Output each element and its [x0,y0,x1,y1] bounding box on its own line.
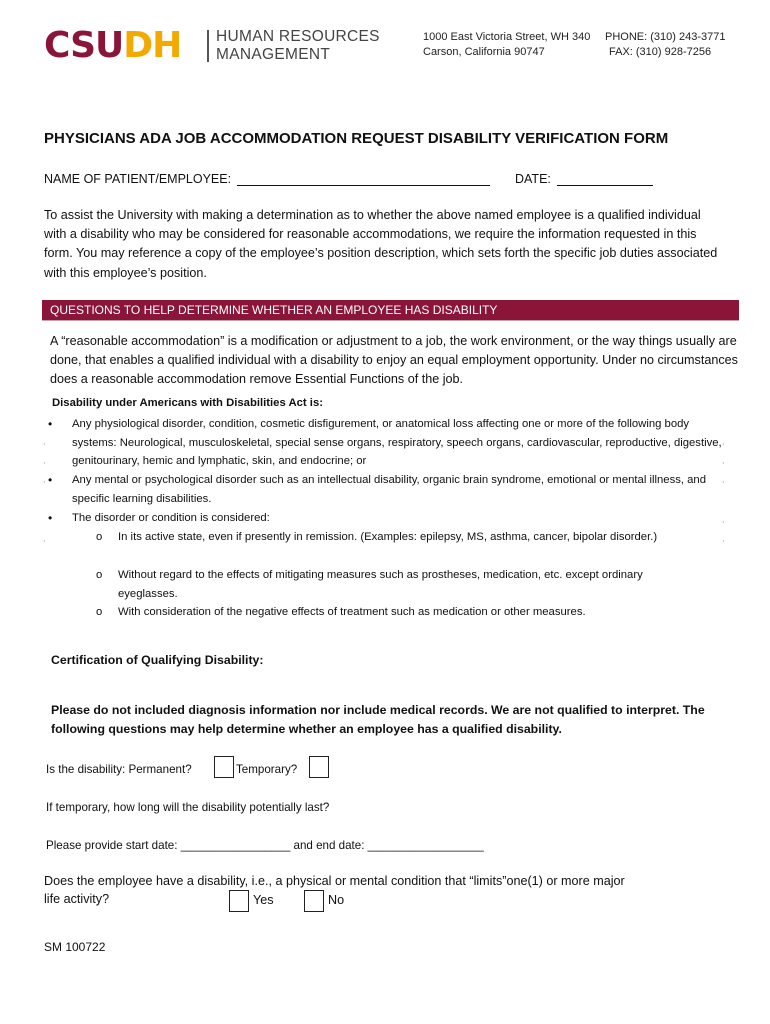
list-item: Any physiological disorder, condition, cosmetic disfigurement, or anatomical loss affecting one or more of the following body systems: Neurological, musculoskeletal, special sense organs, respiratory, speech organs, cardiovascular, reproductive, digestive, genitourinary, hemic and lymphatic, skin, and endocrine; or [72,418,722,468]
address-block [423,30,590,60]
margin-dot: · [43,537,46,546]
limits-question: Does the employee have a disability, i.e., a physical or mental condition that “limits”one(1) or more major life activity? [44,874,625,906]
section-heading-bar: QUESTIONS TO HELP DETERMINE WHETHER AN EMPLOYEE HAS DISABILITY [42,300,739,320]
intro-paragraph: To assist the University with making a determination as to whether the above named employee is a qualified individual with a disability who may be considered for reasonable accommodations, we require the information requested in this form. You may reference a copy of the employee’s position description, which sets forth the specific job duties associated with this employee’s position. [44,208,718,280]
logo-divider [207,30,209,62]
bullet-marker: • [48,417,53,431]
bullet-marker: • [48,473,53,487]
list-item: Without regard to the effects of mitigating measures such as prostheses, medication, etc. except ordinary eyeglasses. [118,569,643,600]
phone-number: PHONE: (310) 243-3771 [605,31,726,43]
date-label: DATE: [515,172,551,186]
name-input-line[interactable] [237,171,490,186]
warning-paragraph: Please do not included diagnosis information nor include medical records. We are not qualified to interpret. The following questions may help determine whether an employee has a qualified disability. [51,703,705,736]
date-input-line[interactable] [557,171,653,186]
reasonable-accommodation-paragraph: A “reasonable accommodation” is a modification or adjustment to a job, the work environment, or the way things usually are done, that enables a qualified individual with a disability to enjoy an equal employment opportunity. Under no circumstances does a reasonable accommodation remove Essential Functions of the job. [50,334,738,386]
margin-dot: · [722,518,725,527]
list-item: In its active state, even if presently in remission. (Examples: epilepsy, MS, asthma, cancer, bipolar disorder.) [118,531,658,543]
temporary-label: Temporary? [236,763,298,776]
list-item: Any mental or psychological disorder such as an intellectual disability, organic brain syndrome, emotional or mental illness, and specific learning disabilities. [72,474,706,505]
certification-heading: Certification of Qualifying Disability: [51,653,264,667]
list-item: The disorder or condition is considered: [72,512,270,524]
form-title: PHYSICIANS ADA JOB ACCOMMODATION REQUEST DISABILITY VERIFICATION FORM [44,130,669,147]
margin-dot: · [722,440,725,449]
list-item: With consideration of the negative effects of treatment such as medication or other measures. [118,606,586,618]
margin-dot: · [43,478,46,487]
address-line-2: Carson, California 90747 [423,46,545,58]
department-line-1: HUMAN RESOURCES [216,28,380,45]
yes-checkbox[interactable] [229,890,249,912]
contact-block [605,30,725,60]
bullet-marker: • [48,511,53,525]
duration-question: If temporary, how long will the disability potentially last? [46,801,330,814]
margin-dot: · [722,459,725,468]
permanent-checkbox[interactable] [214,756,234,778]
section-divider [42,320,739,321]
sub-bullet-marker: o [96,606,103,618]
no-checkbox[interactable] [304,890,324,912]
department-line-2: MANAGEMENT [216,46,331,63]
temporary-checkbox[interactable] [309,756,329,778]
date-field-row [515,171,653,186]
csudh-logo [44,25,182,66]
margin-dot: · [722,537,725,546]
no-label: No [328,893,345,907]
margin-dot: · [43,459,46,468]
logo-csu-text: CSU [44,25,124,66]
fax-number: FAX: (310) 928-7256 [609,46,712,58]
dates-question[interactable]: Please provide start date: _________________ and end date: __________________ [46,839,484,852]
name-label: NAME OF PATIENT/EMPLOYEE: [44,172,232,186]
disability-type-question: Is the disability: Permanent? [46,763,192,776]
sub-bullet-marker: o [96,531,103,543]
sub-bullet-marker: o [96,569,103,581]
name-field-row [44,171,490,186]
margin-dot: · [722,478,725,487]
address-line-1: 1000 East Victoria Street, WH 340 [423,31,591,43]
department-name [216,28,380,64]
margin-dot: · [43,440,46,449]
yes-label: Yes [253,893,274,907]
form-code: SM 100722 [44,940,106,954]
ada-heading: Disability under Americans with Disabilities Act is: [52,397,323,409]
logo-dh-text: DH [123,25,182,66]
